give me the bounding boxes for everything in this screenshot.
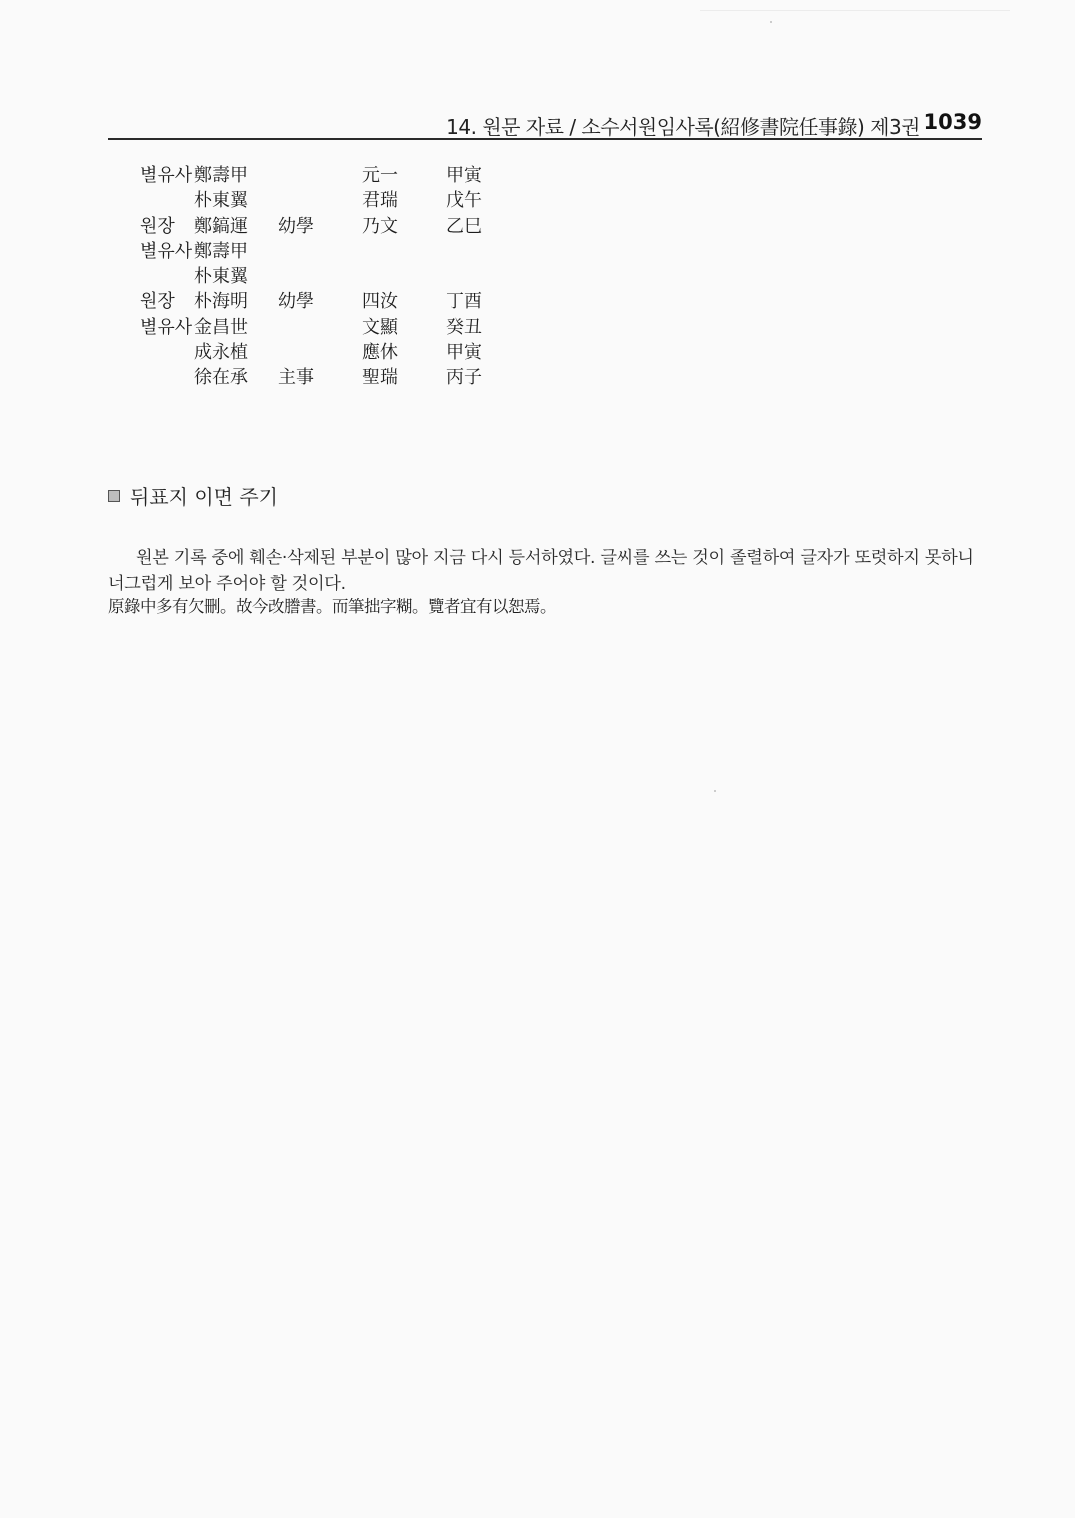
original-hanmun-text: 原錄中多有欠刪。故今改謄書。而筆拙字糊。覽者宜有以恕焉。	[108, 597, 556, 616]
roster-courtesy-name: 四汝	[362, 291, 398, 313]
roster-name: 鄭鎬運	[194, 215, 248, 237]
scan-artifact-dot	[714, 790, 716, 792]
roster-row	[140, 365, 500, 390]
roster-courtesy-name: 元一	[362, 165, 398, 186]
roster-courtesy-name: 應休	[362, 342, 398, 364]
roster-courtesy-name: 文顯	[362, 316, 398, 338]
roster-row	[140, 315, 500, 340]
roster-row	[140, 163, 500, 188]
roster-title: 主事	[278, 367, 314, 389]
roster-year: 癸丑	[446, 316, 482, 338]
header-title: 14. 원문 자료 / 소수서원임사록(紹修書院任事錄) 제3권	[446, 115, 920, 139]
roster-row	[140, 264, 500, 289]
roster-role: 별유사	[140, 165, 193, 186]
roster-role: 별유사	[140, 316, 193, 338]
running-header	[108, 108, 982, 140]
roster-name: 朴東翼	[194, 266, 248, 288]
roster-row	[140, 214, 500, 239]
roster-name: 徐在承	[194, 367, 248, 389]
roster-year: 甲寅	[446, 165, 482, 186]
roster-row	[140, 340, 500, 365]
square-bullet-icon	[108, 490, 120, 502]
roster-name: 朴東翼	[194, 190, 248, 212]
roster-row	[140, 289, 500, 314]
roster-year: 甲寅	[446, 342, 482, 364]
roster-row	[140, 188, 500, 213]
roster-year: 乙巳	[446, 215, 482, 237]
scan-artifact-line	[700, 10, 1010, 11]
roster-name: 金昌世	[194, 316, 248, 338]
roster-name: 成永植	[194, 342, 248, 364]
page-number: 1039	[923, 110, 982, 134]
roster-role: 원장	[140, 215, 175, 237]
roster-table	[140, 163, 500, 391]
roster-courtesy-name: 君瑞	[362, 190, 398, 212]
scan-artifact-dot	[770, 21, 772, 23]
roster-courtesy-name: 聖瑞	[362, 367, 398, 389]
roster-role: 별유사	[140, 240, 193, 262]
roster-title: 幼學	[278, 291, 314, 313]
section-heading-text: 뒤표지 이면 주기	[130, 485, 278, 509]
roster-role: 원장	[140, 291, 175, 313]
translation-paragraph: 원본 기록 중에 훼손·삭제된 부분이 많아 지금 다시 등서하였다. 글씨를 쓰는 것이 졸렬하여 글자가 또렷하지 못하니 너그럽게 보아 주어야 할 것이다.	[108, 548, 974, 595]
roster-courtesy-name: 乃文	[362, 215, 398, 237]
roster-year: 戊午	[446, 190, 482, 212]
roster-name: 鄭壽甲	[194, 240, 248, 262]
roster-row	[140, 239, 500, 264]
roster-title: 幼學	[278, 215, 314, 237]
roster-year: 丁酉	[446, 291, 482, 313]
roster-year: 丙子	[446, 367, 482, 389]
roster-name: 朴海明	[194, 291, 248, 313]
roster-name: 鄭壽甲	[194, 165, 248, 186]
section-heading	[108, 481, 278, 510]
